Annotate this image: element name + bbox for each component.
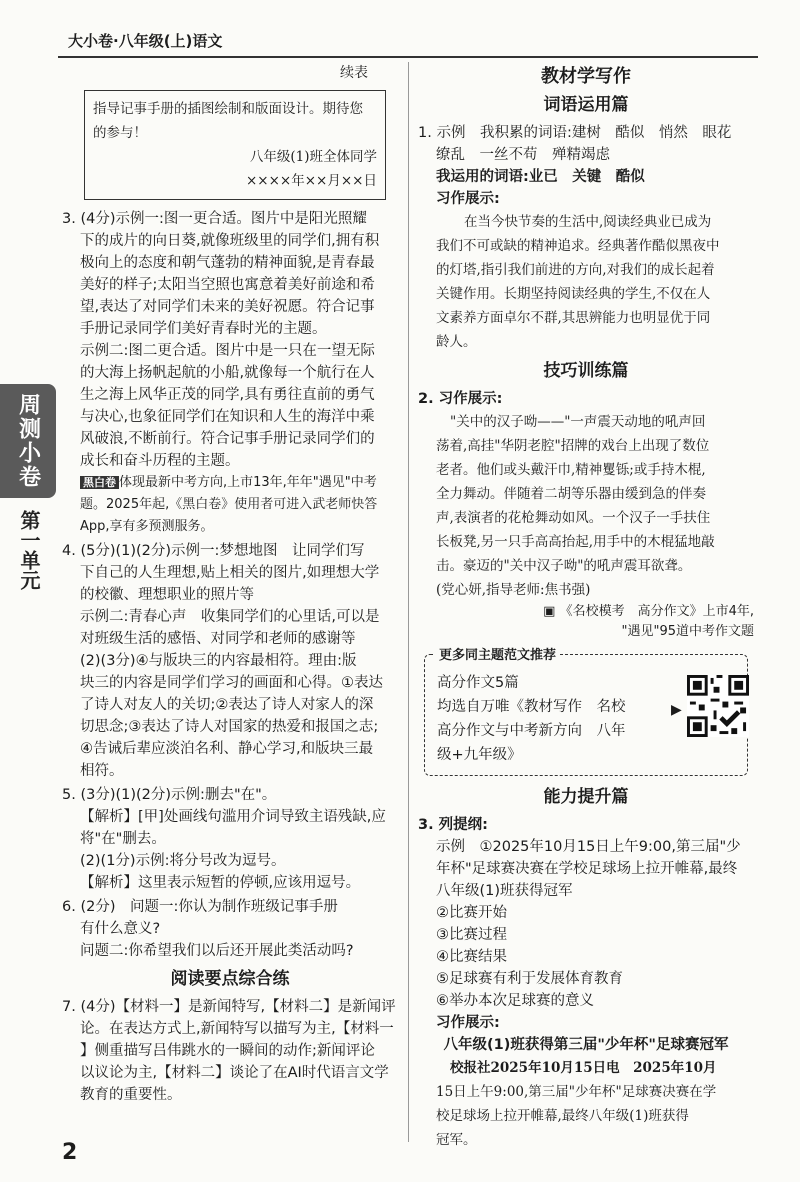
answer-line: 极向上的态度和朝气蓬勃的精神面貌,是青春最 [80, 255, 375, 271]
note-line: 题。2025年起,《黑白卷》使用者可进入武老师快答 [80, 497, 378, 512]
answer-line: ⑤足球赛有利于发展体育教育 [436, 971, 623, 987]
right-column [418, 62, 754, 1152]
essay-line: 击。豪迈的"关中汉子呦"的吼声震耳欲聋。 [436, 558, 692, 574]
essay-author: (党心妍,指导老师:焦书强) [436, 582, 591, 598]
answer-line: 年杯"足球赛决赛在学校足球场上拉开帷幕,最终 [436, 861, 738, 877]
answer-2-label: 2. 习作展示: [418, 391, 503, 407]
answer-line: 的大海上扬帆起航的小船,就像每一个航行在人 [80, 365, 375, 381]
book-icon: ▣ [543, 604, 556, 619]
essay-line: 我们不可或缺的精神追求。经典著作酷似黑夜中 [436, 238, 720, 254]
answer-line: 习作展示: [436, 191, 500, 207]
answer-line: 八年级(1)班获得冠军 [436, 883, 573, 899]
answer-line: ④比赛结果 [436, 949, 507, 965]
answer-line: 相符。 [80, 763, 124, 779]
page-header [58, 24, 758, 58]
news-line: 校足球场上拉开帷幕,最终八年级(1)班获得 [436, 1108, 689, 1124]
recommend-line: 级+九年级》 [437, 747, 522, 763]
answer-4 [62, 540, 398, 782]
recommend-box [424, 648, 748, 776]
heibai-tag: 黑白卷 [80, 476, 119, 489]
letter-box [84, 90, 386, 200]
answer-line: 以议论为主,【材料二】谈论了在AI时代语言文学 [80, 1065, 389, 1081]
answer-line: 示例二:图二更合适。图片中是一只在一望无际 [80, 343, 375, 359]
letter-line: 的参与！ [93, 125, 147, 141]
answer-5 [62, 784, 398, 894]
play-arrow-icon: ▶ [671, 702, 682, 718]
section-skills: 技巧训练篇 [543, 361, 629, 381]
news-body [418, 1056, 754, 1152]
note-line: 体现最新中考方向,上市13年,年年"遇见"中考 [119, 475, 377, 490]
answer-line: 示例 ①2025年10月15日上午9:00,第三届"少 [436, 839, 741, 855]
answer-line: 风破浪,不断前行。符合记事手册记录同学们的 [80, 431, 375, 447]
answer-7 [62, 996, 398, 1106]
answer-line: 示例二:青春心声 收集同学们的心里话,可以是 [80, 609, 380, 625]
answer-3-right [418, 814, 754, 1034]
continue-label: 续表 [340, 65, 368, 81]
essay-line: 荡着,高挂"华阴老腔"招牌的戏台上出现了数位 [436, 438, 710, 454]
answer-line: ⑥举办本次足球赛的意义 [436, 993, 594, 1009]
recommend-line: 均选自万唯《教材写作 名校 [437, 699, 626, 715]
answer-line: 论。在表达方式上,新闻特写以描写为主,【材料一 [80, 1021, 394, 1037]
answer-line: 手册记录同学们美好青春时光的主题。 [80, 321, 327, 337]
section-textbook-writing: 教材学写作 [541, 66, 631, 87]
answer-line: 教育的重要性。 [80, 1087, 182, 1103]
answer-line: 望,表达了对同学们未来的美好祝愿。符合记事 [80, 299, 375, 315]
answer-3 [62, 208, 398, 472]
answer-line: 缭乱 一丝不苟 殚精竭虑 [436, 147, 610, 163]
essay-2 [418, 410, 754, 602]
answer-line: 5. (3分)(1)(2分)示例:删去"在"。 [62, 787, 277, 803]
essay-line: 关键作用。长期坚持阅读经典的学生,不仅在人 [436, 286, 711, 302]
answer-line: 【解析】这里表示短暂的停顿,应该用逗号。 [80, 875, 361, 891]
essay-1 [418, 210, 754, 354]
answer-line: 有什么意义? [80, 921, 161, 937]
page-number: 2 [62, 1140, 78, 1165]
section-word-usage: 词语运用篇 [543, 95, 629, 115]
news-headline: 八年级(1)班获得第三届"少年杯"足球赛冠军 [443, 1037, 729, 1053]
essay-line: 的灯塔,指引我们前进的方向,对我们的成长起着 [436, 262, 715, 278]
answer-line: 对班级生活的感悟、对同学和老师的感谢等 [80, 631, 356, 647]
answer-line: (2)(3分)④与版块三的内容最相符。理由:版 [80, 653, 357, 669]
recommend-text [437, 671, 657, 767]
essay-line: 全力舞动。伴随着二胡等乐器由缓到急的伴奏 [436, 486, 706, 502]
left-column [62, 62, 398, 1106]
answer-line: 4. (5分)(1)(2分)示例一:梦想地图 让同学们写 [62, 543, 365, 559]
promo-source [418, 602, 754, 642]
answer-line: ③比赛过程 [436, 927, 507, 943]
side-unit-label: 第一单元 [17, 510, 41, 590]
letter-line: 指导记事手册的插图绘制和版面设计。期待您 [93, 101, 363, 117]
letter-date: ××××年××月××日 [246, 173, 377, 189]
note-line: App,享有多预测服务。 [80, 519, 214, 534]
header-rule [58, 56, 758, 58]
answer-line: 问题二:你希望我们以后还开展此类活动吗? [80, 943, 354, 959]
answer-line: 将"在"删去。 [80, 831, 166, 847]
answer-line: 7. (4分)【材料一】是新闻特写,【材料二】是新闻评 [62, 999, 396, 1015]
answer-line: ②比赛开始 [436, 905, 507, 921]
book-title: 大小卷·八年级(上)语文 [68, 32, 223, 50]
answer-line: 下的成片的向日葵,就像班级里的同学们,拥有积 [80, 233, 380, 249]
section-ability: 能力提升篇 [543, 787, 629, 807]
promo-note-heibai [62, 472, 398, 538]
source-line: "遇见"95道中考作文题 [621, 624, 754, 639]
answer-line: 下自己的人生理想,贴上相关的图片,如理想大学 [80, 565, 380, 581]
news-line: 冠军。 [436, 1132, 477, 1148]
answer-line: 我运用的词语:业已 关键 酷似 [436, 169, 645, 185]
answer-line: 习作展示: [436, 1015, 500, 1031]
news-line: 校报社2025年10月15日电 2025年10月 [450, 1060, 717, 1076]
answer-line: 切思念;③表达了诗人对国家的热爱和报国之志; [80, 719, 379, 735]
answer-line: 成长和奋斗历程的主题。 [80, 453, 240, 469]
column-divider [408, 62, 409, 1142]
answer-line: ④告诫后辈应淡泊名利、静心学习,和版块三最 [80, 741, 374, 757]
answer-line: 3. 列提纲: [418, 817, 488, 833]
answer-line: 1. 示例 我积累的词语:建树 酷似 悄然 眼花 [418, 125, 732, 141]
essay-line: 在当今快节奏的生活中,阅读经典业已成为 [464, 214, 712, 230]
essay-line: 文素养方面卓尔不群,其思辨能力也明显优于同 [436, 310, 711, 326]
answer-line: 】侧重描写吕伟跳水的一瞬间的动作;新闻评论 [80, 1043, 375, 1059]
answer-6 [62, 896, 398, 962]
source-line: 《名校模考 高分作文》上市4年, [559, 604, 754, 619]
answer-line: 生之海上风华正茂的同学,具有勇往直前的勇气 [80, 387, 375, 403]
answer-line: 的校徽、理想职业的照片等 [80, 587, 254, 603]
essay-line: 老者。他们或头戴汗巾,精神矍铄;或手持木棍, [436, 462, 706, 478]
essay-line: 长板凳,另一只手高高抬起,用手中的木棍猛地敲 [436, 534, 715, 550]
answer-line: (2)(1分)示例:将分号改为逗号。 [80, 853, 286, 869]
answer-line: 块三的内容是同学们学习的画面和心得。①表达 [80, 675, 383, 691]
answer-line: 了诗人对友人的关切;②表达了诗人对家人的深 [80, 697, 374, 713]
answer-line: 美好的样子;太阳当空照也寓意着美好前途和希 [80, 277, 375, 293]
essay-line: "关中的汉子呦——"一声震天动地的吼声回 [450, 414, 706, 430]
news-line: 15日上午9:00,第三届"少年杯"足球赛决赛在学 [436, 1084, 717, 1100]
answer-line: 3. (4分)示例一:图一更合适。图片中是阳光照耀 [62, 211, 367, 227]
answer-line: 6. (2分) 问题一:你认为制作班级记事手册 [62, 899, 338, 915]
letter-signature: 八年级(1)班全体同学 [249, 149, 377, 165]
recommend-line: 高分作文与中考新方向 八年 [437, 723, 626, 739]
recommend-line: 高分作文5篇 [437, 675, 519, 691]
section-reading: 阅读要点综合练 [170, 969, 290, 989]
essay-line: 声,表演者的花枪舞动如风。一个汉子一手扶住 [436, 510, 711, 526]
qr-code-icon[interactable] [687, 675, 749, 737]
recommend-title: 更多同主题范文推荐 [435, 645, 560, 667]
side-tab-weekly-quiz: 周测小卷 [0, 384, 56, 498]
answer-line: 与决心,也象征同学们在知识和人生的海洋中乘 [80, 409, 375, 425]
essay-line: 龄人。 [436, 334, 477, 350]
answer-1 [418, 122, 754, 210]
answer-line: 【解析】[甲]处画线句滥用介词导致主语残缺,应 [80, 809, 386, 825]
